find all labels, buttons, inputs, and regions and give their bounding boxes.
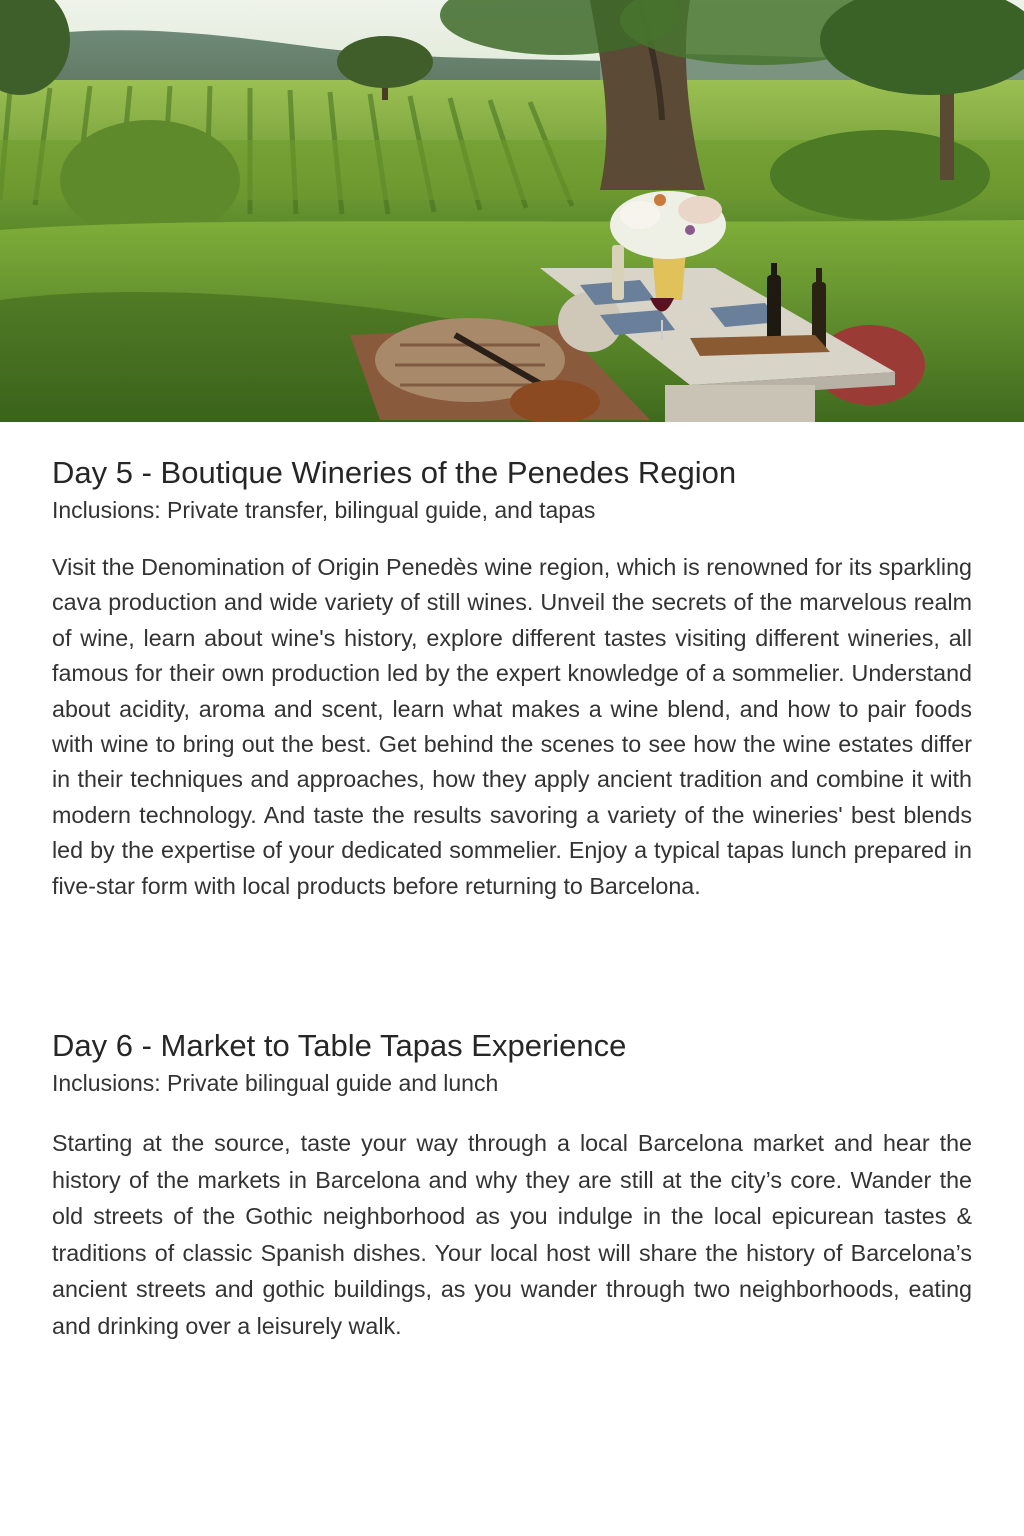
day-5-section: [52, 452, 972, 904]
day-5-title: Day 5 - Boutique Wineries of the Penedes Region: [52, 455, 737, 490]
day-5-description: Visit the Denomination of Origin Penedès wine region, which is renowned for its sparkling cava production and wide variety of still wines. Unveil the secrets of the marvelous realm of wine, learn about wine's history, explore different tastes visiting different wineries, all famous for their own production led by the expert knowledge of a sommelier. Understand about acidity, aroma and scent, learn what makes a wine blend, and how to pair foods with wine to bring out the best. Get behind the scenes to see how the wine estates differ in their techniques and approaches, how they apply ancient tradition and combine it with modern technology. And taste the results savoring a variety of the wineries' best blends led by the expertise of your dedicated sommelier. Enjoy a typical tapas lunch prepared in five-star form with local products before returning to Barcelona.: [52, 554, 972, 899]
day-5-inclusions: Inclusions: Private transfer, bilingual guide, and tapas: [52, 497, 596, 523]
day-6-title: Day 6 - Market to Table Tapas Experience: [52, 1028, 627, 1063]
day-6-section: [52, 1025, 972, 1345]
day-6-description: Starting at the source, taste your way through a local Barcelona market and hear the history of the markets in Barcelona and why they are still at the city’s core. Wander the old streets of the Gothic neighborhood as you indulge in the local epicurean tastes & traditions of classic Spanish dishes. Your local host will share the history of Barcelona’s ancient streets and gothic buildings, as you wander through two neighborhoods, eating and drinking over a leisurely walk.: [52, 1130, 972, 1339]
hero-image: [0, 0, 1024, 422]
day-6-inclusions: Inclusions: Private bilingual guide and lunch: [52, 1070, 499, 1096]
